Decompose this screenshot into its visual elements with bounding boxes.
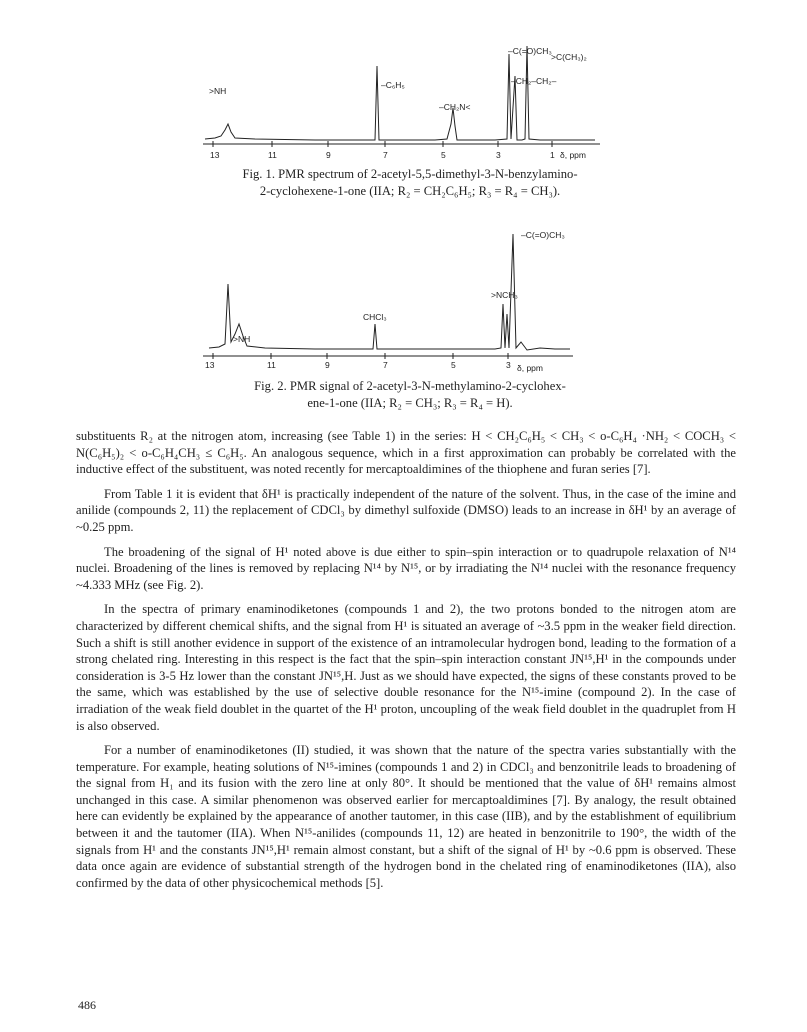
fig2-label-chcl3: CHCl₃ bbox=[363, 312, 387, 322]
paragraph-1: substituents R₂ at the nitrogen atom, increasing (see Table 1) in the series: H < CH₂C₆H₅ < CH₃ < o-C₆H₄ ·NH₂ < COCH₃ < N(C₆H₅)₂ < o-C₆H₄CH₃ ≤ C₆H₅. An analogous sequence, which in a first approximation can probably be correlated with the inductive effect of the substituent, was noted recently for mercaptoaldimines of the thiophene and furan series [7]. bbox=[76, 429, 736, 477]
fig1-spectrum bbox=[195, 36, 615, 162]
fig1-tick-7: 7 bbox=[383, 150, 388, 160]
fig1-caption-label: Fig. 1. bbox=[242, 167, 275, 181]
fig2-label-nh: >NH bbox=[233, 334, 251, 344]
body-text bbox=[76, 428, 736, 891]
fig1-tick-1: 1 bbox=[550, 150, 555, 160]
fig2-caption-line1: PMR signal of 2-acetyl-3-N-methylamino-2-cyclohex- bbox=[289, 379, 566, 393]
fig2-caption bbox=[160, 378, 660, 412]
fig1-label-c6h5: –C₆H₅ bbox=[381, 80, 405, 90]
fig1-trace bbox=[205, 46, 595, 140]
fig1-tick-9: 9 bbox=[326, 150, 331, 160]
fig1-label-cme2: >C(CH₃)₂ bbox=[551, 52, 587, 62]
fig2-label-nch3: >NCH₃ bbox=[491, 290, 518, 300]
fig1-label-nh: >NH bbox=[209, 86, 227, 96]
fig1-caption-line2: 2-cyclohexene-1-one (IIA; R₂ = CH₂C₆H₅; R₃ = R₄ = CH₃). bbox=[259, 184, 561, 198]
fig2-tick-7: 7 bbox=[383, 360, 388, 370]
fig1-tick-13: 13 bbox=[210, 150, 220, 160]
fig1-tick-11: 11 bbox=[268, 150, 277, 160]
fig1-caption bbox=[160, 166, 660, 200]
fig1-label-ch2ch2: –CH₂–CH₂– bbox=[511, 76, 557, 86]
fig1-caption-line1: PMR spectrum of 2-acetyl-5,5-dimethyl-3-N-benzylamino- bbox=[278, 167, 578, 181]
fig2-spectrum bbox=[195, 224, 585, 374]
fig1-axis-unit: δ, ppm bbox=[560, 150, 586, 160]
fig1-tick-3: 3 bbox=[496, 150, 501, 160]
paragraph-5: For a number of enaminodiketones (II) studied, it was shown that the nature of the spectra varies substantially with the temperature. For example, heating solutions of N¹⁵-imines (compounds 1 and 2) in CDCl₃ and benzonitrile leads to broadening of the signal from H₁ and its fusion with the zero line at only 80°. It should be mentioned that the value of δH¹ remains almost unchanged in this case. A similar phenomenon was observed earlier for mercaptoaldimines [7]. By analogy, the result obtained here can evidently be explained by the appearance of another tautomer, in this case (IIB), and by the establishment of equilibrium between it and the tautomer (IIA). When N¹⁵-anilides (compounds 11, 12) are heated in benzonitrile to 190°, the width of the signals from H¹ and the constants JN¹⁵,H¹ remain almost constant, but a shift of the signal of H¹ by ~0.6 ppm is observed. These data once again are evidence of substantial strength of the hydrogen bond in the chelated ring of enaminodiketones (IIA), also confirmed by the data of other physicochemical methods [5]. bbox=[76, 743, 736, 890]
fig2-tick-3: 3 bbox=[506, 360, 511, 370]
fig2-tick-5: 5 bbox=[451, 360, 456, 370]
fig2-label-acetyl: –C(=O)CH₃ bbox=[521, 230, 565, 240]
fig1-label-acetyl: –C(=O)CH₃ bbox=[508, 46, 552, 56]
fig2-tick-11: 11 bbox=[267, 360, 276, 370]
fig2-tick-9: 9 bbox=[325, 360, 330, 370]
fig2-caption-label: Fig. 2. bbox=[254, 379, 287, 393]
paragraph-2: From Table 1 it is evident that δH¹ is practically independent of the nature of the solvent. Thus, in the case of the imine and anilide (compounds 2, 11) the replacement of CDCl₃ by dimethyl sulfoxide (DMSO) leads to an increase in δH¹ by an average of ~0.25 ppm. bbox=[76, 486, 736, 534]
fig2-axis-unit: δ, ppm bbox=[517, 363, 543, 373]
page-number: 486 bbox=[78, 998, 96, 1012]
paragraph-4: In the spectra of primary enaminodiketones (compounds 1 and 2), the two protons bonded to the nitrogen atom are characterized by different chemical shifts, and the signal from H¹ is situated an average of ~3.5 ppm in the weaker field direction. Such a shift is still another evidence in support of the existence of an intramolecular hydrogen bond, leading to the formation of a strong chelated ring. Interesting in this respect is the fact that the spin–spin interaction constant JN¹⁵,H¹ in the compounds under consideration is 3-5 Hz lower than the constant JN¹⁵,H. Just as we should have expected, the signs of these constants proved to be the same, which was established by the use of selective double resonance for the N¹⁵-imine (compound 2). In the case of irradiation of the weak field doublet in the quartet of the H¹ proton, uncoupling of the weak field doublet in the quadruplet from H is also observed. bbox=[76, 602, 736, 733]
fig2-tick-13: 13 bbox=[205, 360, 215, 370]
fig1-label-ch2n: –CH₂N< bbox=[439, 102, 471, 112]
paragraph-3: The broadening of the signal of H¹ noted above is due either to spin–spin interaction or to quadrupole relaxation of N¹⁴ nuclei. Broadening of the lines is removed by replacing N¹⁴ by N¹⁵, or by irradiating the N¹⁴ nuclei with the resonance frequency ~4.333 MHz (see Fig. 2). bbox=[76, 544, 736, 592]
fig1-tick-5: 5 bbox=[441, 150, 446, 160]
fig2-caption-line2: ene-1-one (IIA; R₂ = CH₃; R₃ = R₄ = H). bbox=[307, 396, 513, 410]
